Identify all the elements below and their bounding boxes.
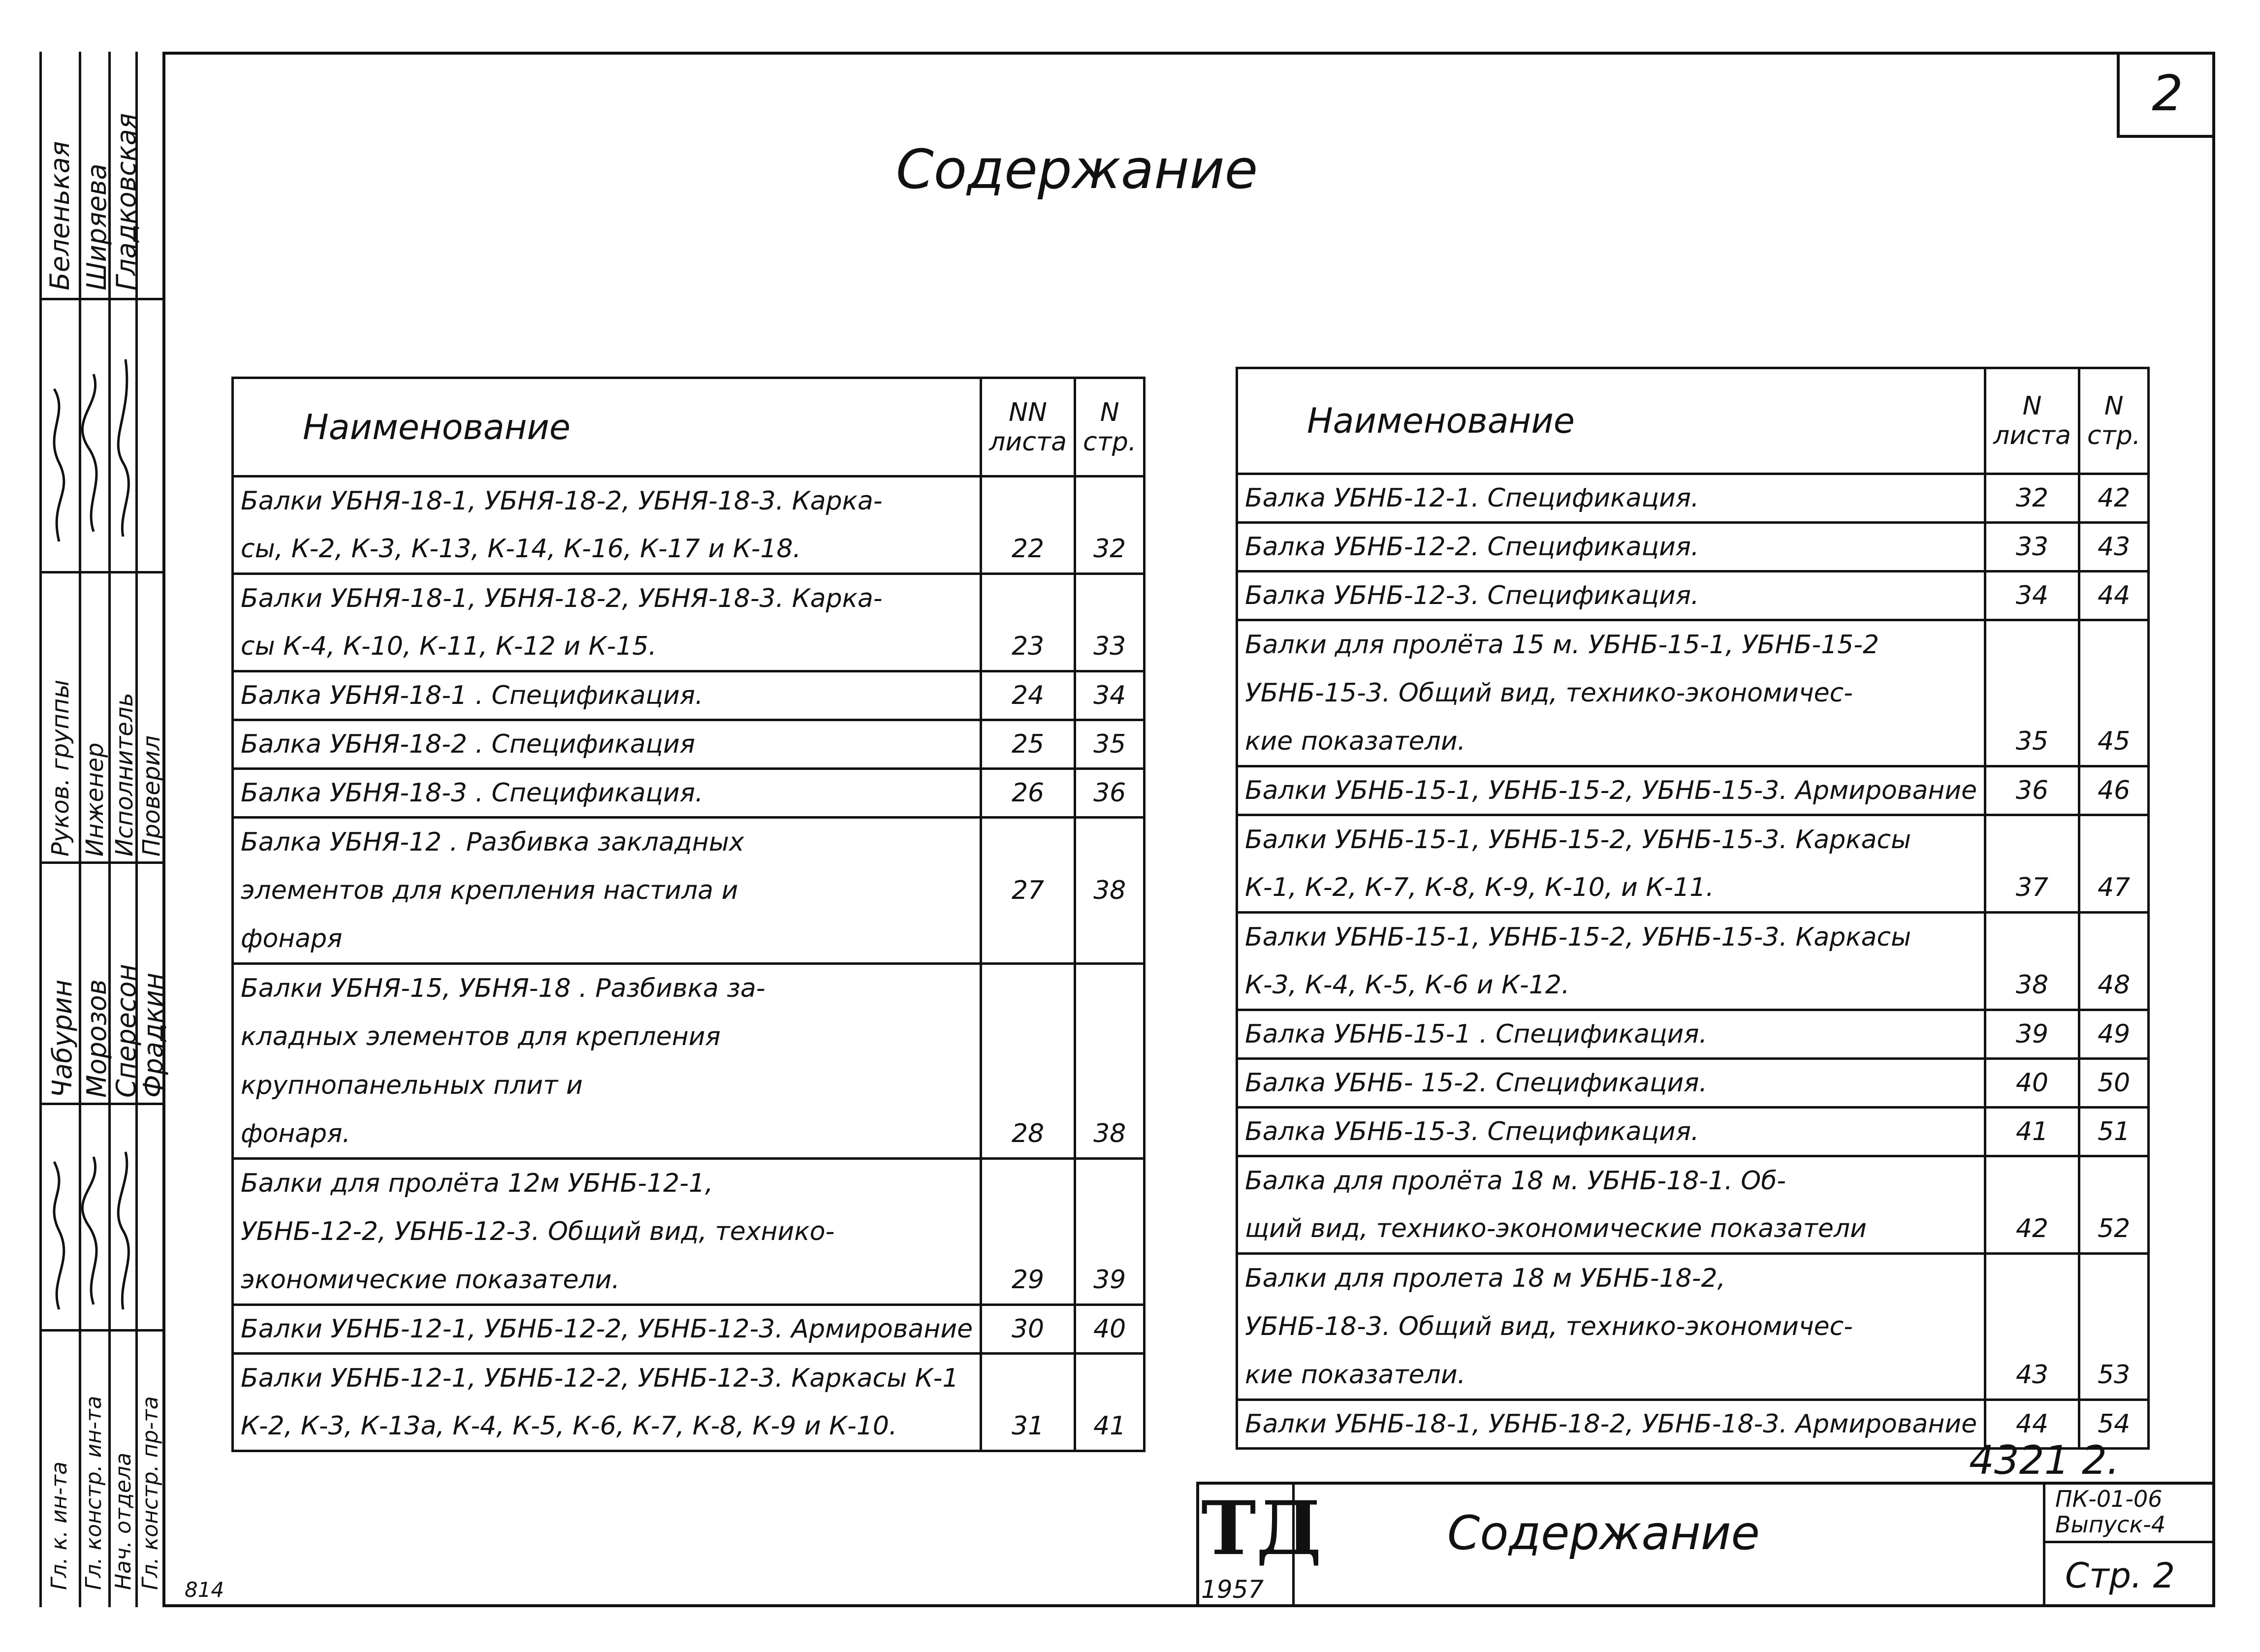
table-row — [1237, 864, 2149, 913]
table-row — [233, 1110, 1145, 1159]
row-title: Балки УБНБ-12-1, УБНБ-12-2, УБНБ-12-3. Армирование — [233, 1305, 981, 1354]
row-page-number: 33 — [1075, 623, 1144, 671]
row-sheet-number — [981, 915, 1075, 964]
row-title: Балка для пролёта 18 м. УБНБ-18-1. Об- — [1237, 1156, 1985, 1205]
row-sheet-number: 32 — [1985, 474, 2079, 523]
table-row — [1237, 718, 2149, 766]
table-row — [1237, 913, 2149, 961]
row-page-number — [2079, 1156, 2148, 1205]
row-sheet-number — [981, 1013, 1075, 1061]
row-sheet-number: 30 — [981, 1305, 1075, 1354]
row-page-number: 52 — [2079, 1205, 2148, 1254]
table-row — [233, 866, 1145, 915]
row-page-number — [1075, 1061, 1144, 1110]
strip-role: Проверил — [138, 735, 165, 857]
row-page-number — [2079, 669, 2148, 718]
row-sheet-number — [1985, 1156, 2079, 1205]
row-sheet-number — [981, 1354, 1075, 1402]
row-sheet-number — [981, 574, 1075, 623]
table-row — [233, 623, 1145, 671]
row-page-number: 38 — [1075, 866, 1144, 915]
row-page-number — [1075, 1013, 1144, 1061]
row-sheet-number — [981, 1061, 1075, 1110]
logo-text: ТД — [1201, 1485, 1322, 1572]
row-page-number — [1075, 915, 1144, 964]
table-row — [1237, 1351, 2149, 1400]
row-title: щий вид, технико-экономические показатели — [1237, 1205, 1985, 1254]
row-title: Балки УБНБ-15-1, УБНБ-15-2, УБНБ-15-3. Каркасы — [1237, 815, 1985, 864]
row-page-number: 54 — [2079, 1400, 2148, 1449]
table-row — [1237, 572, 2149, 620]
signatures-icon — [39, 315, 162, 551]
table-row — [1237, 961, 2149, 1010]
row-sheet-number: 41 — [1985, 1108, 2079, 1156]
row-title: Балка УБНБ-12-3. Спецификация. — [1237, 572, 1985, 620]
row-title: К-3, К-4, К-5, К-6 и К-12. — [1237, 961, 1985, 1010]
row-title: Балка УБНБ-12-2. Спецификация. — [1237, 523, 1985, 572]
row-page-number — [1075, 818, 1144, 866]
row-title: Балка УБНБ-15-3. Спецификация. — [1237, 1108, 1985, 1156]
row-title: К-1, К-2, К-7, К-8, К-9, К-10, и К-11. — [1237, 864, 1985, 913]
table-row — [233, 477, 1145, 525]
row-page-number — [1075, 574, 1144, 623]
table-row — [1237, 766, 2149, 815]
table-row — [1237, 1059, 2149, 1108]
row-page-number — [1075, 477, 1144, 525]
table-row — [233, 769, 1145, 818]
table-row — [233, 1256, 1145, 1305]
row-page-number: 46 — [2079, 766, 2148, 815]
row-page-number: 41 — [1075, 1402, 1144, 1451]
table-row — [233, 720, 1145, 769]
row-title: К-2, К-3, К-13а, К-4, К-5, К-6, К-7, К-8, К-9 и К-10. — [233, 1402, 981, 1451]
row-title: сы К-4, К-10, К-11, К-12 и К-15. — [233, 623, 981, 671]
table-row — [1237, 620, 2149, 669]
row-title: УБНБ-18-3. Общий вид, технико-экономичес- — [1237, 1303, 1985, 1351]
table-row — [233, 964, 1145, 1013]
col-header-sheet: N листа — [1985, 368, 2079, 474]
strip-divider — [39, 571, 162, 573]
row-page-number: 34 — [1075, 671, 1144, 720]
row-page-number: 53 — [2079, 1351, 2148, 1400]
row-sheet-number: 43 — [1985, 1351, 2079, 1400]
issue-code: Выпуск-4 — [2055, 1511, 2166, 1538]
table-row — [233, 525, 1145, 574]
table-row — [1237, 474, 2149, 523]
row-page-number: 44 — [2079, 572, 2148, 620]
col-header-page: N стр. — [2079, 368, 2148, 474]
row-page-number: 40 — [1075, 1305, 1144, 1354]
col-header-sheet: NN листа — [981, 378, 1075, 477]
row-sheet-number: 40 — [1985, 1059, 2079, 1108]
title-block-code — [2043, 1482, 2215, 1607]
row-sheet-number: 37 — [1985, 864, 2079, 913]
row-page-number: 35 — [1075, 720, 1144, 769]
table-row — [1237, 669, 2149, 718]
row-title: УБНБ-12-2, УБНБ-12-3. Общий вид, технико- — [233, 1207, 981, 1256]
contents-table-left — [231, 377, 1146, 1452]
series-code: ПК-01-06 — [2055, 1486, 2163, 1512]
row-page-number: 47 — [2079, 864, 2148, 913]
table-row — [233, 1013, 1145, 1061]
strip-note: 814 — [185, 1578, 224, 1602]
table-row — [1237, 1010, 2149, 1059]
signatures-icon — [39, 1132, 162, 1319]
row-title: элементов для крепления настила и — [233, 866, 981, 915]
table-row — [1237, 523, 2149, 572]
doc-number: 4321 2. — [1969, 1437, 2120, 1483]
row-page-number: 36 — [1075, 769, 1144, 818]
table-row — [233, 1207, 1145, 1256]
strip-divider — [39, 1329, 162, 1332]
strip-divider — [39, 861, 162, 864]
table-row — [1237, 815, 2149, 864]
col-header-name: Наименование — [1237, 368, 1985, 474]
row-page-number: 32 — [1075, 525, 1144, 574]
row-sheet-number: 24 — [981, 671, 1075, 720]
row-sheet-number — [1985, 1303, 2079, 1351]
row-page-number — [1075, 1159, 1144, 1207]
row-title: Балка УБНБ- 15-2. Спецификация. — [1237, 1059, 1985, 1108]
table-row — [233, 1061, 1145, 1110]
row-title: Балки УБНЯ-18-1, УБНЯ-18-2, УБНЯ-18-3. Карка- — [233, 574, 981, 623]
page-title: Содержание — [896, 138, 1258, 201]
row-title: кие показатели. — [1237, 1351, 1985, 1400]
table-row — [233, 1305, 1145, 1354]
row-sheet-number: 28 — [981, 1110, 1075, 1159]
row-title: кладных элементов для крепления — [233, 1013, 981, 1061]
row-title: кие показатели. — [1237, 718, 1985, 766]
row-sheet-number: 26 — [981, 769, 1075, 818]
strip-person: Фрадкин — [138, 972, 169, 1098]
row-page-number: 45 — [2079, 718, 2148, 766]
row-sheet-number — [1985, 620, 2079, 669]
row-page-number: 51 — [2079, 1108, 2148, 1156]
table-row — [1237, 1156, 2149, 1205]
row-sheet-number: 34 — [1985, 572, 2079, 620]
table-row — [1237, 1108, 2149, 1156]
row-title: экономические показатели. — [233, 1256, 981, 1305]
page-label: Стр. 2 — [2065, 1556, 2175, 1596]
row-sheet-number: 22 — [981, 525, 1075, 574]
row-sheet-number — [981, 1159, 1075, 1207]
row-sheet-number: 35 — [1985, 718, 2079, 766]
table-row — [233, 574, 1145, 623]
row-page-number — [1075, 964, 1144, 1013]
row-title: Балка УБНЯ-18-3 . Спецификация. — [233, 769, 981, 818]
row-title: УБНБ-15-3. Общий вид, технико-экономичес- — [1237, 669, 1985, 718]
strip-divider — [39, 1103, 162, 1105]
row-page-number: 39 — [1075, 1256, 1144, 1305]
table-row — [1237, 1205, 2149, 1254]
col-header-name: Наименование — [233, 378, 981, 477]
table-row — [1237, 1254, 2149, 1303]
title-block-logo — [1196, 1482, 1322, 1607]
row-sheet-number — [981, 818, 1075, 866]
sheet-number: 2 — [2117, 52, 2215, 138]
row-sheet-number: 33 — [1985, 523, 2079, 572]
row-page-number — [2079, 913, 2148, 961]
row-page-number — [2079, 620, 2148, 669]
row-title: Балка УБНЯ-12 . Разбивка закладных — [233, 818, 981, 866]
strip-person: Морозов — [81, 979, 112, 1098]
strip-post: Нач. отдела — [111, 1452, 136, 1590]
row-title: фонаря. — [233, 1110, 981, 1159]
row-sheet-number: 27 — [981, 866, 1075, 915]
row-page-number — [2079, 1254, 2148, 1303]
row-title: сы, К-2, К-3, К-13, К-14, К-16, К-17 и К-18. — [233, 525, 981, 574]
row-sheet-number — [981, 477, 1075, 525]
table-row — [233, 671, 1145, 720]
row-page-number — [1075, 1354, 1144, 1402]
row-sheet-number: 25 — [981, 720, 1075, 769]
title-block-name: Содержание — [1447, 1506, 1760, 1560]
table-row — [233, 1159, 1145, 1207]
logo-year: 1957 — [1201, 1575, 1264, 1604]
row-title: Балки УБНБ-12-1, УБНБ-12-2, УБНБ-12-3. Каркасы К-1 — [233, 1354, 981, 1402]
row-sheet-number: 36 — [1985, 766, 2079, 815]
table-row — [233, 1354, 1145, 1402]
row-sheet-number: 31 — [981, 1402, 1075, 1451]
row-title: Балка УБНЯ-18-2 . Спецификация — [233, 720, 981, 769]
row-title: крупнопанельных плит и — [233, 1061, 981, 1110]
row-sheet-number — [981, 964, 1075, 1013]
table-row — [233, 1402, 1145, 1451]
row-title: Балка УБНЯ-18-1 . Спецификация. — [233, 671, 981, 720]
table-row — [233, 915, 1145, 964]
strip-post: Гл. к. ин-та — [47, 1461, 72, 1590]
row-sheet-number — [981, 1207, 1075, 1256]
row-page-number: 42 — [2079, 474, 2148, 523]
row-page-number: 49 — [2079, 1010, 2148, 1059]
row-title: Балки УБНБ-18-1, УБНБ-18-2, УБНБ-18-3. Армирование — [1237, 1400, 1985, 1449]
strip-divider — [39, 298, 162, 300]
table-row — [1237, 1303, 2149, 1351]
strip-name: Беленькая — [44, 141, 75, 290]
strip-name: Ширяева — [81, 163, 112, 290]
row-page-number: 43 — [2079, 523, 2148, 572]
row-sheet-number — [1985, 1254, 2079, 1303]
row-title: Балки для пролета 18 м УБНБ-18-2, — [1237, 1254, 1985, 1303]
row-title: Балка УБНБ-15-1 . Спецификация. — [1237, 1010, 1985, 1059]
row-title: Балка УБНБ-12-1. Спецификация. — [1237, 474, 1985, 523]
col-header-page: N стр. — [1075, 378, 1144, 477]
strip-person: Чабурин — [47, 979, 78, 1098]
row-sheet-number — [1985, 669, 2079, 718]
row-title: Балки УБНЯ-18-1, УБНЯ-18-2, УБНЯ-18-3. Карка- — [233, 477, 981, 525]
strip-name: Гладковская — [111, 113, 142, 290]
row-title: фонаря — [233, 915, 981, 964]
row-sheet-number — [1985, 913, 2079, 961]
row-sheet-number: 44 — [1985, 1400, 2079, 1449]
row-page-number: 50 — [2079, 1059, 2148, 1108]
row-sheet-number — [1985, 815, 2079, 864]
row-title: Балки УБНБ-15-1, УБНБ-15-2, УБНБ-15-3. Армирование — [1237, 766, 1985, 815]
strip-role: Исполнитель — [111, 693, 138, 857]
row-title: Балки для пролёта 12м УБНБ-12-1, — [233, 1159, 981, 1207]
row-page-number — [2079, 815, 2148, 864]
contents-table-right — [1236, 367, 2150, 1450]
row-sheet-number: 39 — [1985, 1010, 2079, 1059]
row-sheet-number: 38 — [1985, 961, 2079, 1010]
row-title: Балки УБНЯ-15, УБНЯ-18 . Разбивка за- — [233, 964, 981, 1013]
row-page-number: 38 — [1075, 1110, 1144, 1159]
row-title: Балки для пролёта 15 м. УБНБ-15-1, УБНБ-15-2 — [1237, 620, 1985, 669]
strip-post: Гл. констр. ин-та — [81, 1396, 106, 1590]
row-title: Балки УБНБ-15-1, УБНБ-15-2, УБНБ-15-3. Каркасы — [1237, 913, 1985, 961]
strip-post: Гл. констр. пр-та — [138, 1396, 163, 1590]
row-page-number — [2079, 1303, 2148, 1351]
strip-person: Спересон — [111, 964, 142, 1098]
strip-line — [39, 52, 42, 1607]
table-row — [233, 818, 1145, 866]
row-page-number — [1075, 1207, 1144, 1256]
row-sheet-number: 23 — [981, 623, 1075, 671]
strip-role: Руков. группы — [47, 679, 74, 857]
row-sheet-number: 42 — [1985, 1205, 2079, 1254]
strip-role: Инженер — [81, 742, 109, 857]
row-page-number: 48 — [2079, 961, 2148, 1010]
row-sheet-number: 29 — [981, 1256, 1075, 1305]
